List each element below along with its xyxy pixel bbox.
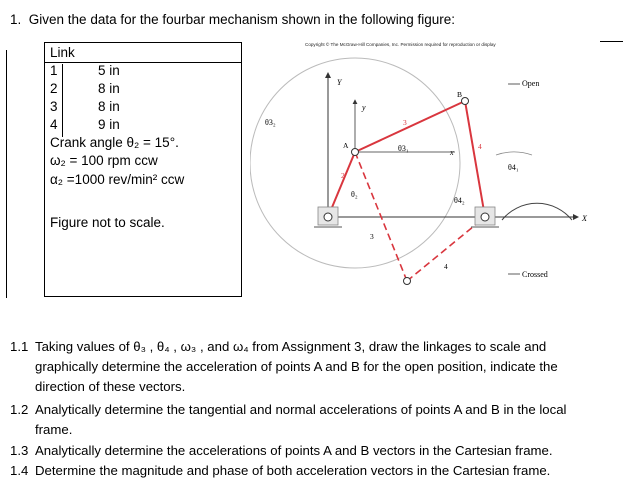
question-1-2-number: 1.2	[10, 402, 29, 417]
question-1-1-line-2: graphically determine the acceleration of points A and B for the open position, indicate the	[35, 359, 558, 374]
label-link2: 2	[341, 171, 345, 180]
left-rule	[6, 50, 7, 298]
angular-velocity: ω₂ = 100 rpm ccw	[50, 153, 158, 168]
link-length: 8 in	[98, 99, 120, 114]
label-y: y	[362, 103, 366, 112]
copyright-notice: Copyright © The McGraw-Hill Companies, Inc. Permission required for reproduction or display	[305, 42, 496, 47]
link-data-table	[44, 42, 242, 297]
label-Y: Y	[337, 78, 342, 87]
question-title-text: Given the data for the fourbar mechanism shown in the following figure:	[28, 12, 456, 27]
link-length: 5 in	[98, 63, 120, 78]
joint-a	[352, 149, 359, 156]
label-theta4-1: θ4₁	[508, 163, 519, 172]
link-number: 3	[50, 99, 58, 114]
joint-b-open	[462, 98, 469, 105]
question-1-2-line-1: Analytically determine the tangential and normal accelerations of points A and B in the local	[35, 402, 567, 417]
ground-pivot-o4	[471, 207, 499, 227]
label-theta3-1: θ3₁	[398, 144, 409, 153]
question-1-3-number: 1.3	[10, 443, 29, 458]
question-1-1-line-1: Taking values of θ₃ , θ₄ , ω₃ , and ω₄ from Assignment 3, draw the linkages to scale and	[35, 339, 547, 354]
link-number: 1	[50, 63, 58, 78]
question-title	[10, 12, 455, 27]
link-number: 4	[50, 117, 58, 132]
joint-b-crossed	[404, 278, 411, 285]
label-open: Open	[522, 79, 540, 88]
path-circle	[250, 58, 463, 268]
ground-pivot-o2	[314, 207, 342, 227]
question-1-4	[10, 463, 550, 478]
question-1-1-number: 1.1	[10, 339, 29, 354]
table-header: Link	[50, 45, 75, 60]
label-link4-crossed: 4	[444, 262, 448, 271]
link-number: 2	[50, 81, 58, 96]
label-x: x	[450, 148, 454, 157]
label-theta3-2: θ3₂	[265, 118, 276, 127]
question-1-1-line-3: direction of these vectors.	[35, 379, 186, 394]
rocker-link-open	[465, 101, 485, 217]
top-rule	[600, 41, 623, 42]
label-crossed: Crossed	[522, 270, 548, 279]
label-theta4-2: θ4₂	[454, 196, 465, 205]
coupler-link-open	[355, 101, 465, 152]
table-divider	[45, 62, 241, 63]
label-A: A	[343, 141, 349, 150]
question-1-1	[10, 339, 546, 354]
angular-acceleration: α₂ =1000 rev/min² ccw	[50, 172, 185, 187]
label-link3-crossed: 3	[370, 232, 374, 241]
label-X: X	[582, 214, 587, 223]
question-1-3-line-1: Analytically determine the accelerations of points A and B vectors in the Cartesian frame.	[35, 443, 553, 458]
question-number: 1.	[10, 12, 22, 27]
question-1-4-line-1: Determine the magnitude and phase of both acceleration vectors in the Cartesian frame.	[35, 463, 551, 478]
arc-mark	[496, 152, 532, 155]
figure-note: Figure not to scale.	[50, 215, 165, 230]
label-link3: 3	[403, 118, 407, 127]
fourbar-figure	[250, 55, 595, 290]
label-B: B	[457, 90, 463, 99]
link-length: 9 in	[98, 117, 120, 132]
label-link4: 4	[478, 142, 482, 151]
question-1-3	[10, 443, 553, 458]
link-length: 8 in	[98, 81, 120, 96]
label-theta2: θ₂	[351, 190, 358, 199]
question-1-2-line-2: frame.	[35, 422, 73, 437]
question-1-4-number: 1.4	[10, 463, 29, 478]
column-divider	[62, 64, 63, 137]
crank-angle: Crank angle θ₂ = 15°.	[50, 135, 179, 150]
question-1-2	[10, 402, 567, 417]
